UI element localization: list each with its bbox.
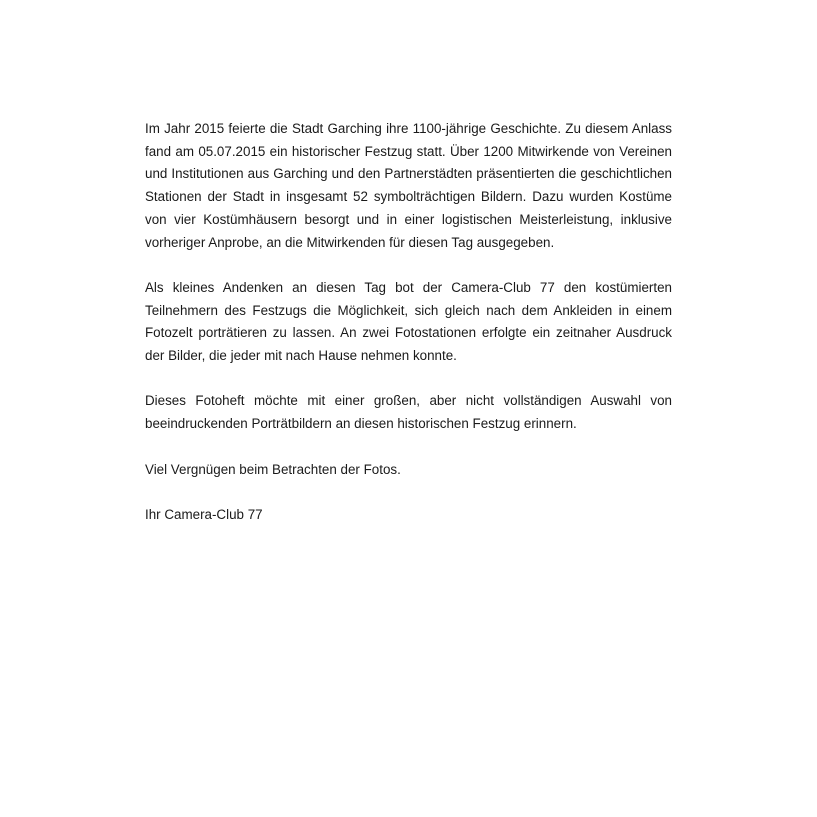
signature-line: Ihr Camera-Club 77 bbox=[145, 506, 263, 522]
text-block bbox=[145, 118, 672, 549]
paragraph-intro: Im Jahr 2015 feierte die Stadt Garching ihre 1100-jährige Geschichte. Zu diesem Anlass fand am 05.07.2015 ein historischer Festzug statt. Über 1200 Mitwirkende von Vereinen und Institutionen aus Garching und den Partnerstädten präsentierten die geschichtlichen Stationen der Stadt in insgesamt 52 symbolträchtigen Bildern. Dazu wurden Kostüme von vier Kostümhäusern besorgt und in einer logistischen Meisterleistung, inklusive vorheriger Anprobe, an die Mitwirkenden für diesen Tag ausgegeben. bbox=[145, 121, 672, 250]
paragraph-souvenir: Als kleines Andenken an diesen Tag bot der Camera-Club 77 den kostümierten Teilnehmern des Festzugs die Möglichkeit, sich gleich nach dem Ankleiden in einem Fotozelt porträtieren zu lassen. An zwei Fotostationen erfolgte ein zeitnaher Ausdruck der Bilder, die jeder mit nach Hause nehmen konnte. bbox=[145, 279, 672, 364]
paragraph-photobook: Dieses Fotoheft möchte mit einer großen, aber nicht vollständigen Auswahl von beeindruckenden Porträtbildern an diesen historischen Festzug erinnern. bbox=[145, 393, 672, 432]
paragraph-enjoy: Viel Vergnügen beim Betrachten der Fotos. bbox=[145, 461, 401, 477]
